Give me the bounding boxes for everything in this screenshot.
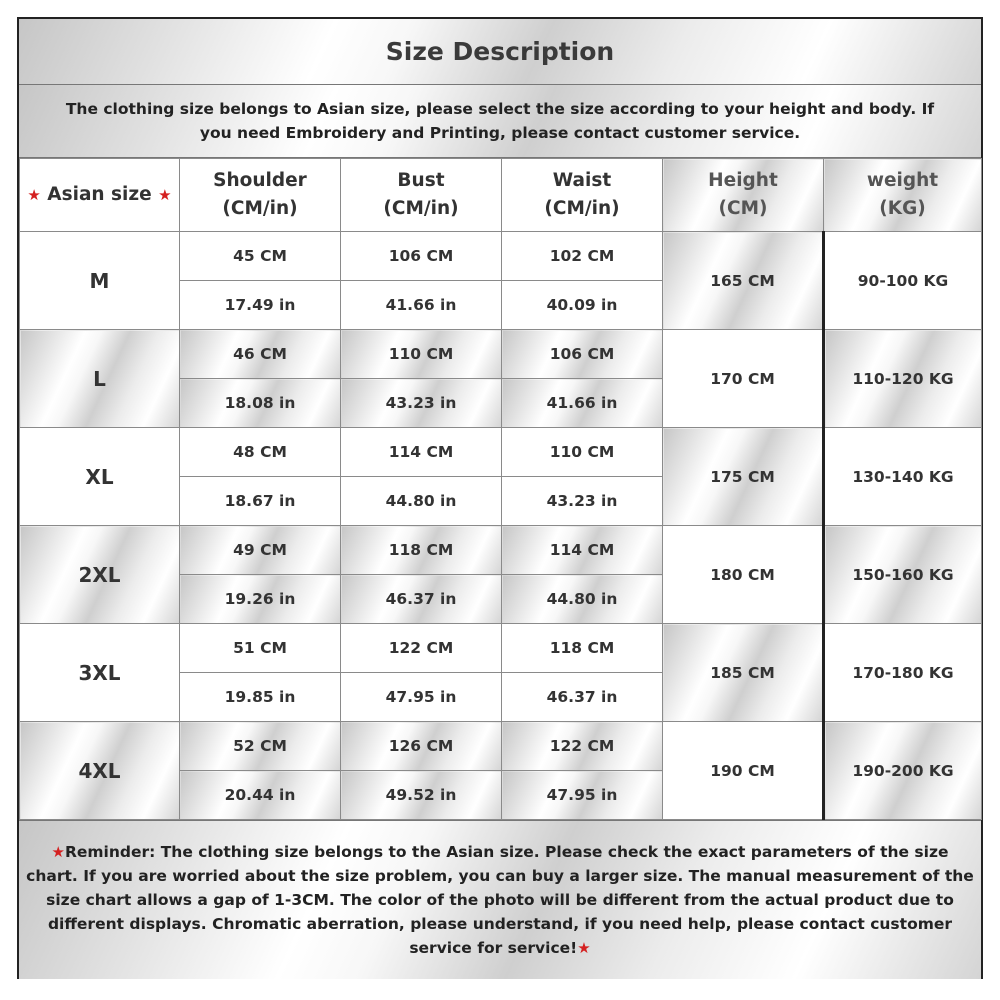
waist-cm-cell: 106 CM — [502, 330, 663, 379]
bust-in-cell: 44.80 in — [341, 477, 502, 526]
height-cell: 190 CM — [663, 722, 824, 820]
waist-cm-cell: 102 CM — [502, 232, 663, 281]
header-weight-label: weight — [866, 170, 939, 191]
star-icon: ★ — [577, 939, 591, 957]
header-height — [663, 159, 824, 232]
weight-cell: 130-140 KG — [824, 428, 982, 526]
shoulder-cm-cell: 46 CM — [180, 330, 341, 379]
table-row — [20, 428, 982, 477]
bust-in-cell: 47.95 in — [341, 673, 502, 722]
table-row — [20, 232, 982, 281]
bust-in-cell: 49.52 in — [341, 771, 502, 820]
header-height-label: Height — [708, 170, 778, 191]
size-chart-frame — [17, 17, 983, 979]
waist-cm-cell: 118 CM — [502, 624, 663, 673]
header-bust-label: Bust — [397, 170, 445, 191]
size-table — [19, 158, 982, 820]
waist-cm-cell: 122 CM — [502, 722, 663, 771]
waist-cm-cell: 114 CM — [502, 526, 663, 575]
header-bust — [341, 159, 502, 232]
header-shoulder — [180, 159, 341, 232]
header-row — [20, 159, 982, 232]
shoulder-in-cell: 18.08 in — [180, 379, 341, 428]
shoulder-in-cell: 17.49 in — [180, 281, 341, 330]
weight-cell: 190-200 KG — [824, 722, 982, 820]
header-shoulder-label: Shoulder — [213, 170, 307, 191]
reminder-body: Reminder: The clothing size belongs to the Asian size. Please check the exact parameters of the size chart. If you are worried about the size problem, you can buy a larger size. The manual measurement of the size chart allows a gap of 1-3CM. The color of the photo will be different from the actual product due to different displays. Chromatic aberration, please understand, if you need help, please contact customer service for service! — [26, 843, 974, 957]
star-icon: ★ — [27, 186, 41, 204]
size-cell: M — [20, 232, 180, 330]
bust-in-cell: 43.23 in — [341, 379, 502, 428]
bust-cm-cell: 122 CM — [341, 624, 502, 673]
page-title: Size Description — [19, 19, 981, 85]
weight-cell: 170-180 KG — [824, 624, 982, 722]
star-icon: ★ — [51, 843, 65, 861]
header-bust-unit: (CM/in) — [383, 198, 459, 219]
bust-cm-cell: 118 CM — [341, 526, 502, 575]
bust-cm-cell: 106 CM — [341, 232, 502, 281]
header-shoulder-unit: (CM/in) — [222, 198, 298, 219]
intro-text: The clothing size belongs to Asian size, please select the size according to your height and body. If you need Embroidery and Printing, please contact customer service. — [19, 85, 981, 158]
header-weight-unit: (KG) — [879, 198, 926, 219]
table-row — [20, 722, 982, 771]
waist-in-cell: 44.80 in — [502, 575, 663, 624]
bust-in-cell: 46.37 in — [341, 575, 502, 624]
shoulder-cm-cell: 49 CM — [180, 526, 341, 575]
shoulder-cm-cell: 51 CM — [180, 624, 341, 673]
header-waist-unit: (CM/in) — [544, 198, 620, 219]
header-size-label: Asian size — [47, 184, 152, 205]
table-row — [20, 330, 982, 379]
shoulder-in-cell: 20.44 in — [180, 771, 341, 820]
table-row — [20, 624, 982, 673]
waist-in-cell: 41.66 in — [502, 379, 663, 428]
waist-cm-cell: 110 CM — [502, 428, 663, 477]
waist-in-cell: 47.95 in — [502, 771, 663, 820]
waist-in-cell: 43.23 in — [502, 477, 663, 526]
height-cell: 170 CM — [663, 330, 824, 428]
shoulder-cm-cell: 52 CM — [180, 722, 341, 771]
height-cell: 180 CM — [663, 526, 824, 624]
header-waist-label: Waist — [552, 170, 612, 191]
weight-cell: 150-160 KG — [824, 526, 982, 624]
shoulder-in-cell: 19.85 in — [180, 673, 341, 722]
size-cell: 2XL — [20, 526, 180, 624]
shoulder-in-cell: 18.67 in — [180, 477, 341, 526]
star-icon: ★ — [158, 186, 172, 204]
header-weight — [824, 159, 982, 232]
header-waist — [502, 159, 663, 232]
weight-cell: 110-120 KG — [824, 330, 982, 428]
size-cell: L — [20, 330, 180, 428]
header-asian-size — [20, 159, 180, 232]
size-cell: XL — [20, 428, 180, 526]
bust-cm-cell: 114 CM — [341, 428, 502, 477]
header-height-unit: (CM) — [718, 198, 768, 219]
bust-in-cell: 41.66 in — [341, 281, 502, 330]
height-cell: 185 CM — [663, 624, 824, 722]
bust-cm-cell: 126 CM — [341, 722, 502, 771]
shoulder-cm-cell: 45 CM — [180, 232, 341, 281]
waist-in-cell: 46.37 in — [502, 673, 663, 722]
bust-cm-cell: 110 CM — [341, 330, 502, 379]
height-cell: 175 CM — [663, 428, 824, 526]
size-cell: 4XL — [20, 722, 180, 820]
table-row — [20, 526, 982, 575]
shoulder-in-cell: 19.26 in — [180, 575, 341, 624]
height-cell: 165 CM — [663, 232, 824, 330]
waist-in-cell: 40.09 in — [502, 281, 663, 330]
weight-cell: 90-100 KG — [824, 232, 982, 330]
size-cell: 3XL — [20, 624, 180, 722]
shoulder-cm-cell: 48 CM — [180, 428, 341, 477]
reminder-text — [19, 820, 981, 979]
